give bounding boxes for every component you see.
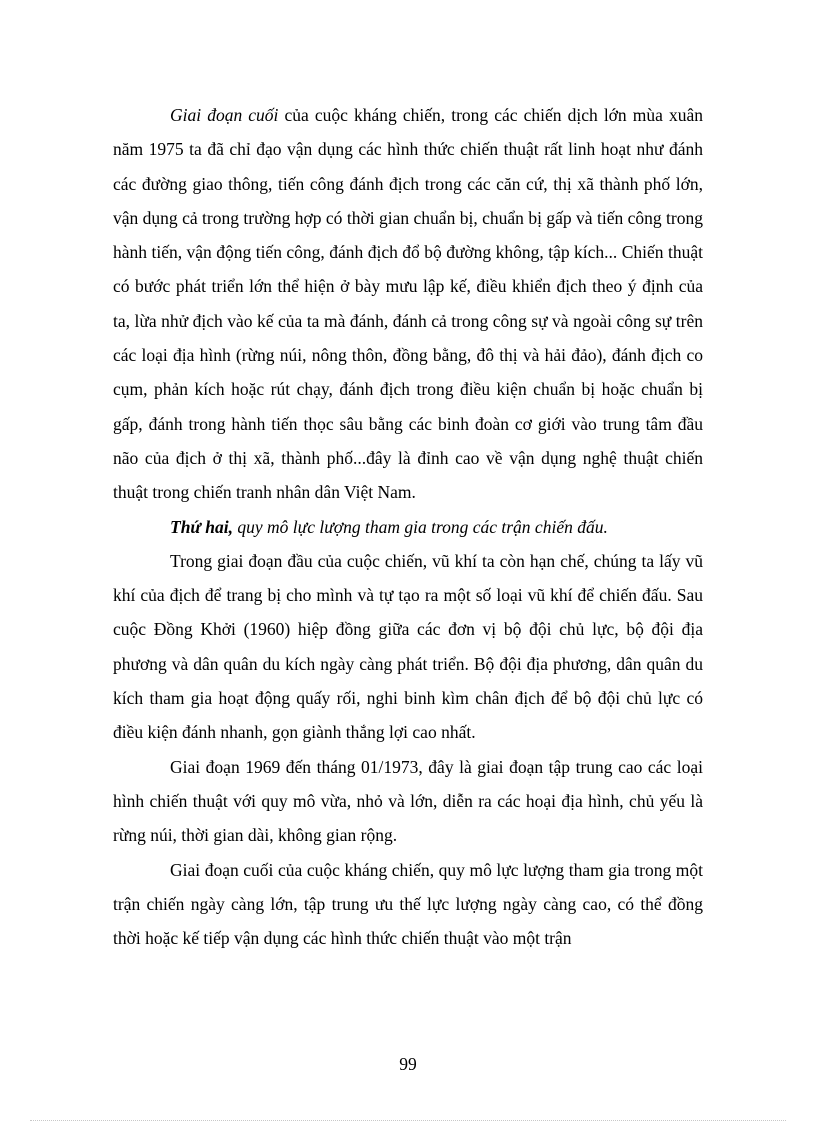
paragraph-text: Giai đoạn cuối của cuộc kháng chiến, quy mô lực lượng tham gia trong một trận chiến ngày càng lớn, tập trung ưu thế lực lượng ngày càng cao, có thể đồng thời hoặc kế tiếp vận dụng các hình thức chiến thuật vào một trận xyxy=(113,859,703,949)
paragraph-early-stage xyxy=(113,544,703,750)
heading-rest: quy mô lực lượng tham gia trong các trận chiến đấu. xyxy=(233,516,608,537)
page-number: 99 xyxy=(399,1054,417,1074)
paragraph-final-stage-tactics xyxy=(113,98,703,510)
body-text xyxy=(113,98,703,955)
paragraph-final-stage-scale xyxy=(113,853,703,956)
paragraph-text: Giai đoạn 1969 đến tháng 01/1973, đây là giai đoạn tập trung cao các loại hình chiến thuật với quy mô vừa, nhỏ và lớn, diễn ra các hoại địa hình, chủ yếu là rừng núi, thời gian dài, không gian rộng. xyxy=(113,756,703,846)
paragraph-1969-1973 xyxy=(113,750,703,853)
section-heading xyxy=(113,510,703,544)
italic-lead-phrase: Giai đoạn cuối xyxy=(170,105,279,125)
paragraph-text: Trong giai đoạn đầu của cuộc chiến, vũ khí ta còn hạn chế, chúng ta lấy vũ khí của địch để trang bị cho mình và tự tạo ra một số loại vũ khí để chiến đấu. Sau cuộc Đồng Khởi (1960) hiệp đồng giữa các đơn vị bộ đội chủ lực, bộ đội địa phương và dân quân du kích ngày càng phát triển. Bộ đội địa phương, dân quân du kích tham gia hoạt động quấy rối, nghi binh kìm chân địch để bộ đội chủ lực có điều kiện đánh nhanh, gọn giành thắng lợi cao nhất. xyxy=(113,550,703,743)
paragraph-text: của cuộc kháng chiến, trong các chiến dịch lớn mùa xuân năm 1975 ta đã chỉ đạo vận dụng các hình thức chiến thuật rất linh hoạt như đánh các đường giao thông, tiến công đánh địch trong các căn cứ, thị xã thành phố lớn, vận dụng cả trong trường hợp có thời gian chuẩn bị, chuẩn bị gấp và tiến công trong hành tiến, vận động tiến công, đánh địch đổ bộ đường không, tập kích... Chiến thuật có bước phát triển lớn thể hiện ở bày mưu lập kế, điều khiển địch theo ý định của ta, lừa nhử địch vào kế của ta mà đánh, đánh cả trong công sự và ngoài công sự trên các loại địa hình (rừng núi, nông thôn, đồng bằng, đô thị và hải đảo), đánh địch co cụm, phản kích hoặc rút chạy, đánh địch trong điều kiện chuẩn bị hoặc chuẩn bị gấp, đánh trong hành tiến thọc sâu bằng các binh đoàn cơ giới vào trung tâm đầu não của địch ở thị xã, thành phố...đây là đỉnh cao về vận dụng nghệ thuật chiến thuật trong chiến tranh nhân dân Việt Nam. xyxy=(113,105,703,503)
heading-bold-lead: Thứ hai, xyxy=(170,516,234,537)
page-bottom-divider xyxy=(30,1120,786,1121)
